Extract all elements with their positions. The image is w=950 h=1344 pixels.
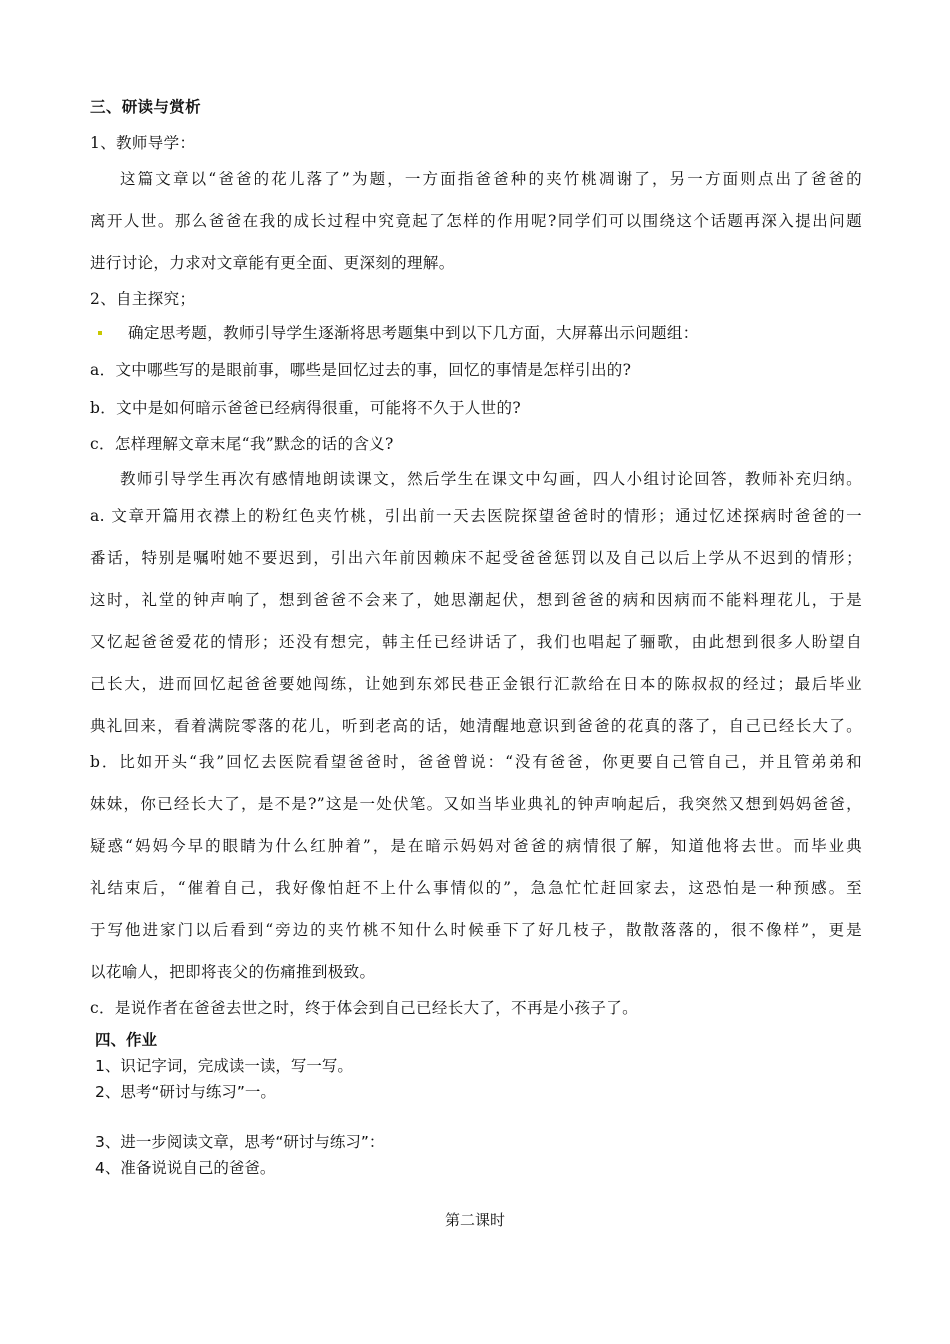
answer-c: c．是说作者在爸爸去世之时，终于体会到自己已经长大了，不再是小孩子了。 xyxy=(90,999,638,1017)
homework-item-3: 3、进一步阅读文章，思考“研讨与练习”： xyxy=(95,1133,385,1151)
answer-b-line-3: 疑惑“妈妈今早的眼睛为什么红肿着”，是在暗示妈妈对爸爸的病情很了解，知道他将去世。而毕业典 xyxy=(90,837,862,855)
answer-b-line-4: 礼结束后，“催着自己，我好像怕赶不上什么事情似的”，急急忙忙赶回家去，这恐怕是一种预感。至 xyxy=(90,879,862,897)
homework-item-2: 2、思考“研讨与练习”一。 xyxy=(95,1083,276,1101)
footer-title: 第二课时 xyxy=(444,1211,505,1229)
homework-item-1: 1、识记字词，完成读一读，写一写。 xyxy=(95,1057,353,1075)
answer-a-line-5: 己长大，进而回忆起爸爸要她闯练，让她到东郊民巷正金银行汇款给在日本的陈叔叔的经过；最后毕业 xyxy=(90,675,862,693)
answer-a-line-6: 典礼回来，看着满院零落的花儿，听到老高的话，她清醒地意识到爸爸的花真的落了，自己已经长大了。 xyxy=(90,717,862,735)
homework-item-4: 4、准备说说自己的爸爸。 xyxy=(95,1159,276,1177)
answer-b-line-5: 于写他进家门以后看到“旁边的夹竹桃不知什么时候垂下了好几枝子，散散落落的，很不像样”，更是 xyxy=(90,921,862,939)
intro-line-1: 这篇文章以“爸爸的花儿落了”为题，一方面指爸爸种的夹竹桃凋谢了，另一方面则点出了爸爸的 xyxy=(120,170,862,188)
answer-a-line-3: 这时，礼堂的钟声响了，想到爸爸不会来了，她思潮起伏，想到爸爸的病和因病而不能料理花儿，于是 xyxy=(90,591,862,609)
item1-label: 1、教师导学： xyxy=(90,134,196,152)
answer-b-line-1: b．比如开头“我”回忆去医院看望爸爸时，爸爸曾说：“没有爸爸，你更要自己管自己，并且管弟弟和 xyxy=(90,753,862,771)
intro-line-2: 离开人世。那么爸爸在我的成长过程中究竟起了怎样的作用呢?同学们可以围绕这个话题再深入提出问题 xyxy=(90,212,862,230)
answer-a-line-1: a. 文章开篇用衣襟上的粉红色夹竹桃，引出前一天去医院探望爸爸时的情形；通过忆述探病时爸爸的一 xyxy=(90,507,862,525)
prompt-text: 确定思考题，教师引导学生逐渐将思考题集中到以下几方面，大屏幕出示问题组： xyxy=(128,324,699,342)
answer-a-line-4: 又忆起爸爸爱花的情形；还没有想完，韩主任已经讲话了，我们也唱起了骊歌，由此想到很多人盼望自 xyxy=(90,633,862,651)
guide-text: 教师引导学生再次有感情地朗读课文，然后学生在课文中勾画，四人小组讨论回答，教师补充归纳。 xyxy=(120,470,862,488)
intro-line-3: 进行讨论，力求对文章能有更全面、更深刻的理解。 xyxy=(90,254,455,272)
section4-heading: 四、作业 xyxy=(95,1031,158,1049)
answer-b-line-2: 妹妹，你已经长大了，是不是?”这是一处伏笔。又如当毕业典礼的钟声响起后，我突然又想到妈妈爸爸， xyxy=(90,795,862,813)
item2-label: 2、自主探究； xyxy=(90,290,196,308)
bullet-marker xyxy=(98,331,102,335)
answer-b-line-6: 以花喻人，把即将丧父的伤痛推到极致。 xyxy=(90,963,376,981)
question-c: c．怎样理解文章末尾“我”默念的话的含义? xyxy=(90,435,394,453)
question-b: b．文中是如何暗示爸爸已经病得很重，可能将不久于人世的? xyxy=(90,399,522,417)
answer-a-line-2: 番话，特别是嘱咐她不要迟到，引出六年前因赖床不起受爸爸惩罚以及自己以后上学从不迟到的情形； xyxy=(90,549,862,567)
section3-heading: 三、研读与赏析 xyxy=(90,98,201,116)
question-a: a．文中哪些写的是眼前事，哪些是回忆过去的事，回忆的事情是怎样引出的? xyxy=(90,361,632,379)
